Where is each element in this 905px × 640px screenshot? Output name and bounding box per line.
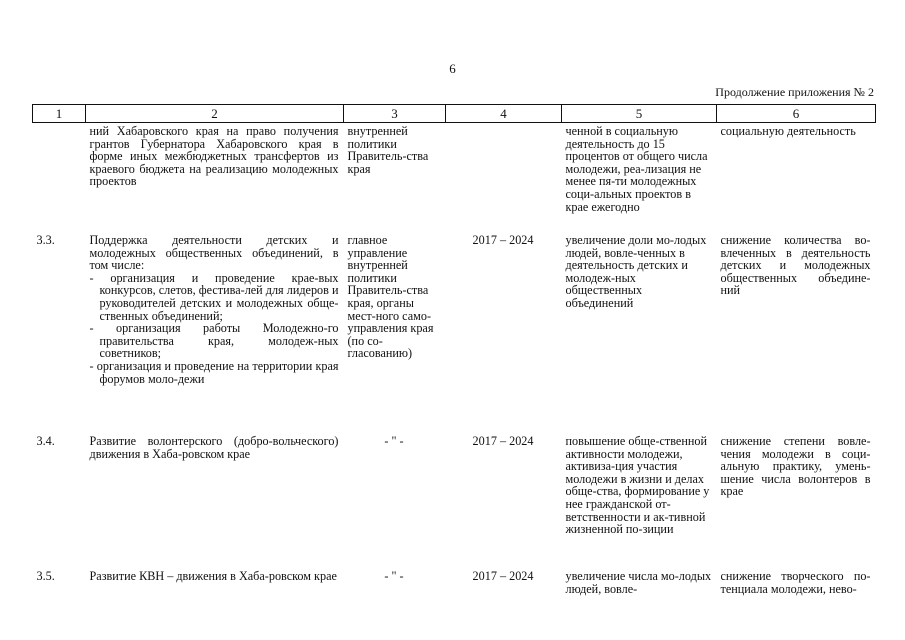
table-header-row (33, 105, 876, 123)
consequence: снижение творческого по-тенциала молодежи, нево- (720, 569, 871, 596)
period: 2017 – 2024 (472, 434, 534, 448)
column-header: 2 (86, 105, 344, 123)
measure-name-cell (86, 230, 344, 431)
expected-result: ченной в социальную деятельность до 15 процентов от общего числа молодежи, реа-лизация не менее пя-ти молодежных соци-альных проектов в крае ежегодно (565, 124, 708, 214)
table-row (33, 123, 876, 231)
row-number (33, 123, 86, 231)
measure-name: ний Хабаровского края на право получения грантов Губернатора Хабаровского края в форме иных межбюджетных трансфертов из краевого бюджета на реализацию молодежных проектов (89, 124, 339, 189)
column-header: 3 (344, 105, 446, 123)
continuation-label: Продолжение приложения № 2 (715, 85, 874, 99)
table-row (33, 566, 876, 595)
program-measures-table (32, 104, 876, 595)
page-number: 6 (449, 61, 456, 76)
consequence: снижение степени вовле-чения молодежи в соци-альную практику, умень-шение числа волонтеров в крае (720, 434, 871, 499)
period (446, 123, 562, 231)
measure-sub-item: - организация работы Молодежно-го правительства края, молодеж-ных советников; (89, 321, 339, 361)
row-number: 3.4. (36, 434, 55, 448)
column-header: 4 (446, 105, 562, 123)
expected-result: увеличение числа мо-лодых людей, вовле- (565, 569, 712, 596)
column-header: 1 (33, 105, 86, 123)
consequence: снижение количества во-влеченных в деятельность детских и молодежных общественных объедине-ний (720, 233, 871, 298)
column-header: 5 (562, 105, 717, 123)
period: 2017 – 2024 (472, 569, 534, 583)
table-row (33, 230, 876, 431)
executor: - " - (384, 569, 404, 583)
measure-name: Развитие КВН – движения в Хаба-ровском крае (89, 569, 337, 583)
expected-result: повышение обще-ственной активности молодежи, активиза-ция участия молодежи в жизни и делах обще-ства, формирование у нее гражданской от-ветственности и ак-тивной жизненной по-зиции (565, 434, 710, 537)
measure-name: Развитие волонтерского (добро-вольческого) движения в Хаба-ровском крае (89, 434, 339, 461)
executor: - " - (384, 434, 404, 448)
table-row (33, 431, 876, 566)
executor: главное управление внутренней политики Правитель-ства края, органы мест-ного само-управления края (по со-гласованию) (347, 233, 434, 361)
column-header: 6 (717, 105, 876, 123)
row-number: 3.5. (36, 569, 55, 583)
expected-result: увеличение доли мо-лодых людей, вовле-ченных в деятельность детских и молодеж-ных общественных объединений (565, 233, 707, 310)
measure-sub-item: - организация и проведение на территории края форумов моло-дежи (89, 358, 339, 386)
period: 2017 – 2024 (472, 233, 534, 247)
executor: внутренней политики Правитель-ства края (347, 124, 429, 176)
measure-name: Поддержка деятельности детских и молодежных общественных объединений, в том числе: (89, 233, 339, 273)
row-number: 3.3. (36, 233, 55, 247)
consequence: социальную деятельность (720, 124, 856, 138)
measure-sub-item: - организация и проведение крае-вых конкурсов, слетов, фестива-лей для лидеров и руководителей детских и молодежных обще-ственных объединений; (89, 270, 339, 323)
